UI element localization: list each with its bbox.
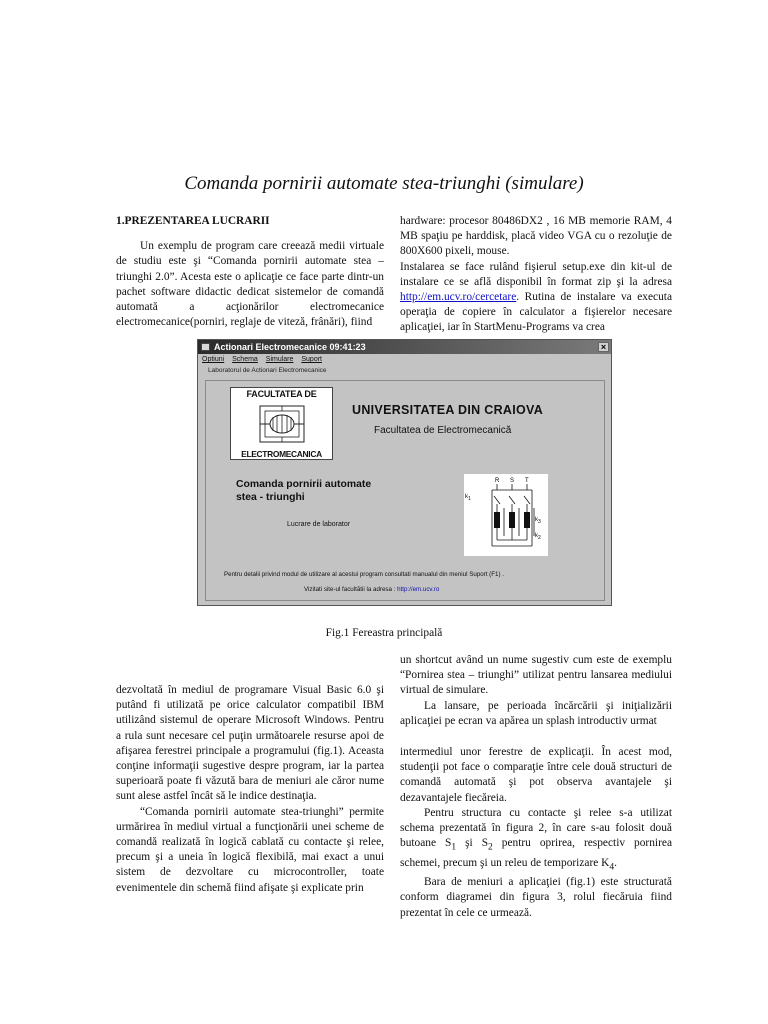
text-span: . xyxy=(614,856,617,869)
text-span: Instalarea se face rulând fişierul setup.exe din kit-ul de instalare ce se află disponibil în format zip şi la adresa xyxy=(400,260,672,288)
left-column-bottom xyxy=(116,683,384,896)
section-heading: 1.PREZENTAREA LUCRARII xyxy=(116,215,270,227)
lab-label: Lucrare de laborator xyxy=(287,521,351,528)
spacer xyxy=(400,729,672,745)
main-panel xyxy=(205,380,605,601)
faculty-name: Facultatea de Electromecanică xyxy=(374,425,512,436)
paragraph: dezvoltată în mediul de programare Visual Basic 6.0 şi putând fi utilizată pe orice calculator compatibil IBM utilizând sistemul de operare Microsoft Windows. Pentru a rula sunt necesare cel puţin următoarele resurse apoi de afişarea ferestrei principale a programului (fig.1). Aceasta conţine informaţii sugestive despre program, iar la partea superioară poate fi văzută bara de meniuri ale căror nume sunt alese astfel încât să le indice destinaţia. xyxy=(116,684,384,803)
app-heading-line: Comanda pornirii automate xyxy=(236,479,372,490)
window-titlebar xyxy=(198,340,611,354)
text-span: Pentru structura cu contacte şi relee s-a utilizat schema prezentată în figura 2, în care s-au folosit două butoane S xyxy=(400,806,672,850)
label-sub: 3 xyxy=(538,519,541,525)
paragraph-buttons xyxy=(400,806,672,875)
menu-item-optiuni[interactable]: Optiuni xyxy=(202,356,225,363)
menu-item-schema[interactable]: Schema xyxy=(232,356,258,363)
star-delta-circuit-icon xyxy=(464,474,548,556)
site-url-link[interactable]: http://em.ucv.ro xyxy=(397,586,440,593)
menu-bar xyxy=(198,354,611,365)
university-name: UNIVERSITATEA DIN CRAIOVA xyxy=(352,403,544,417)
window-subtitle: Laboratorul de Actionari Electromecanice xyxy=(208,367,327,374)
figure-caption: Fig.1 Fereastra principală xyxy=(325,627,443,639)
paragraph: un shortcut având un nume sugestiv cum este de exemplu “Pornirea stea – triunghi” utilizat pentru lansarea mediului virtual de simulare. xyxy=(400,654,672,697)
page-title: Comanda pornirii automate stea-triunghi (simulare) xyxy=(184,173,584,194)
left-column-top xyxy=(116,214,384,330)
cercetare-link[interactable]: http://em.ucv.ro/cercetare xyxy=(400,291,517,304)
paragraph: intermediul unor ferestre de explicaţii. În acest mod, studenţii pot face o comparaţie între cele două structuri de comandă automată şi pot observa avantajele şi dezavantajele fiecăreia. xyxy=(400,746,672,804)
text-span: . Rutina de instalare va executa operaţia de copiere în calculator a fişierelor necesare aplicaţiei, iar în StartMenu-Programs va crea xyxy=(400,291,672,334)
site-label: Vizitati site-ul facultătii la adresa : xyxy=(304,586,396,593)
figure-app-window xyxy=(197,339,612,606)
label-k: k xyxy=(535,533,538,539)
paragraph: Un exemplu de program care creează medii virtuale de studiu este şi “Comanda pornirii automate stea – triunghi 2.0”. Acesta este o aplicaţie ce face parte dintr-un pachet software didactic dedicat sistemelor de comandă automată a acţionărilor electromecanice electromecanice(porniri, reglaje de viteză, frânări), fiind xyxy=(116,240,384,329)
motor-icon xyxy=(257,403,307,445)
subscript: 2 xyxy=(488,842,493,853)
app-icon xyxy=(201,343,210,351)
window-title: Actionari Electromecanice 09:41:23 xyxy=(214,342,366,352)
text-span: şi S xyxy=(456,837,489,850)
subscript: 4 xyxy=(609,862,615,872)
paragraph: “Comanda pornirii automate stea-triunghi” permite urmărirea în mediul virtual a funcţionării unei scheme de comandă realizată în logică cablată cu contacte şi relee, precum şi a uneia în logică flexibilă, mai exact a unui sistem de dezvoltare cu microcontroller, toate evenimentele din schemă fiind afişate şi explicate prin xyxy=(116,805,384,894)
label-sub: 1 xyxy=(468,496,471,502)
label-k: k xyxy=(535,517,538,523)
subscript: 1 xyxy=(451,842,457,853)
right-column-bottom xyxy=(400,653,672,921)
app-heading-line: stea - triunghi xyxy=(236,492,305,503)
label-k: k xyxy=(465,494,468,500)
phase-label-s: S xyxy=(510,478,515,484)
menu-item-simulare[interactable]: Simulare xyxy=(265,356,294,363)
help-text: Pentru detalii privind modul de utilizare al acestui program consultati manualul din meniul Suport (F1) . xyxy=(224,571,504,578)
logo-bottom-text: ELECTROMECANICA xyxy=(241,449,322,459)
right-column-top xyxy=(400,214,672,336)
phase-label-t: T xyxy=(525,478,529,484)
paragraph: Bara de meniuri a aplicaţiei (fig.1) este structurată conform diagramei din figura 3, rolul fiecăruia fiind prezentat în cele ce urmează. xyxy=(400,876,672,919)
faculty-logo xyxy=(230,387,333,460)
close-icon[interactable]: × xyxy=(598,342,609,352)
paragraph-install xyxy=(400,260,672,336)
app-heading xyxy=(236,478,371,504)
menu-item-suport[interactable]: Suport xyxy=(301,356,322,363)
text-span: pentru oprirea, respectiv pornirea schemei, precum şi un releu de temporizare K xyxy=(400,837,672,869)
label-sub: 2 xyxy=(538,535,541,541)
phase-label-r: R xyxy=(495,478,500,484)
logo-top-text: FACULTATEA DE xyxy=(246,389,317,399)
site-line xyxy=(304,586,439,593)
paragraph: La lansare, pe perioada încărcării şi iniţializării aplicaţiei pe ecran va apărea un splash introductiv urmat xyxy=(400,699,672,727)
paragraph: hardware: procesor 80486DX2 , 16 MB memorie RAM, 4 MB spaţiu pe harddisk, placă video VGA cu o rezoluţie de 800X600 pixeli, mouse. xyxy=(400,215,672,258)
